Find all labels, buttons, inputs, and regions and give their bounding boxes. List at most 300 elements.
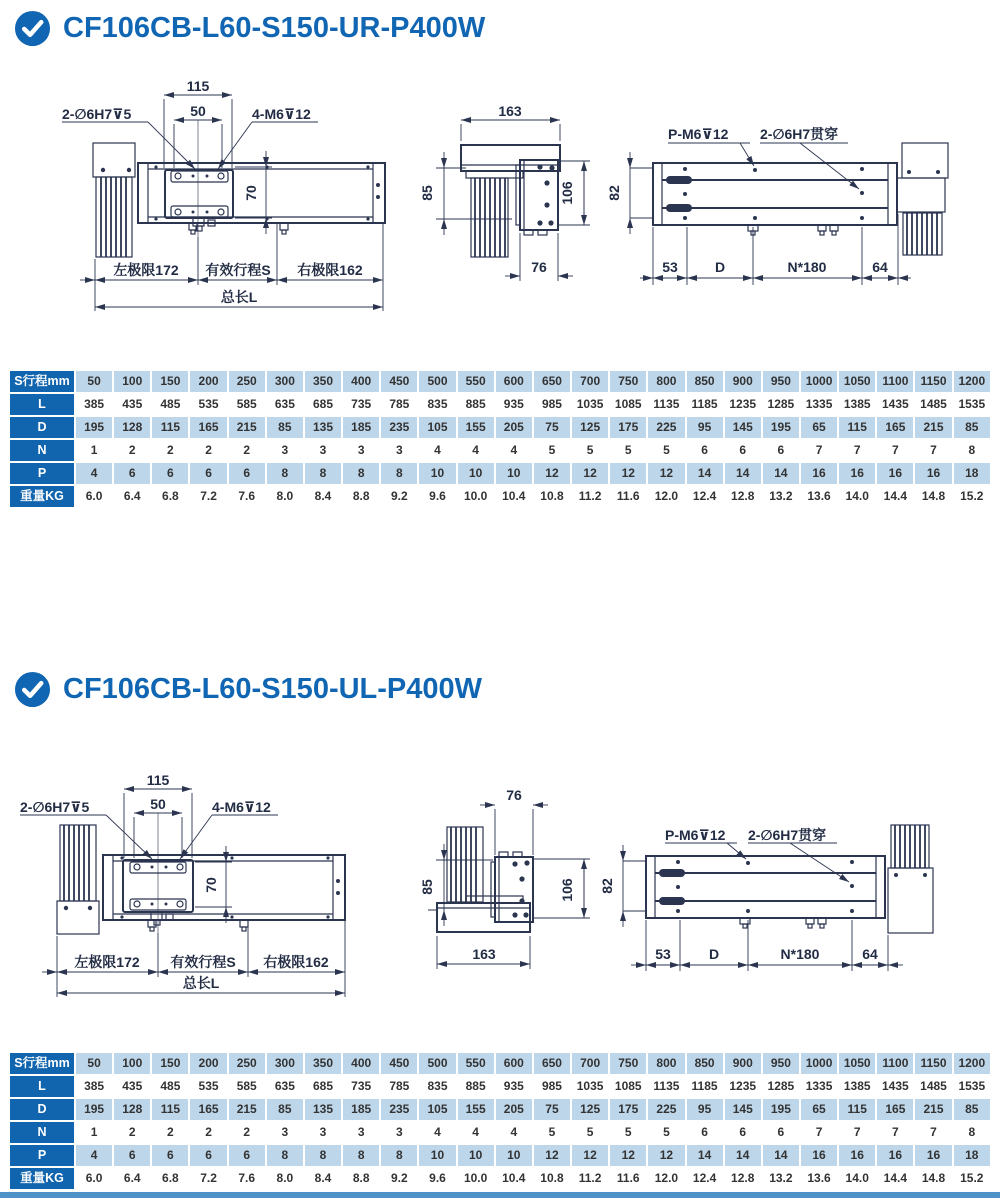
spec-cell: 4 bbox=[458, 440, 494, 461]
dim-163-label: 163 bbox=[498, 103, 522, 119]
spec-cell: 6 bbox=[152, 463, 188, 484]
spec-cell: 3 bbox=[343, 440, 379, 461]
spec-cell: 105 bbox=[419, 417, 455, 438]
spec-row-P bbox=[10, 1145, 990, 1166]
spec-row-label: L bbox=[10, 1076, 74, 1097]
spec-row-label: D bbox=[10, 1099, 74, 1120]
spec-cell: 7 bbox=[915, 440, 951, 461]
spec-cell: 900 bbox=[725, 1053, 761, 1074]
spec-cell: 1485 bbox=[915, 1076, 951, 1097]
section-ur-header bbox=[14, 10, 485, 47]
spec-cell: 435 bbox=[114, 394, 150, 415]
spec-cell: 215 bbox=[915, 1099, 951, 1120]
spec-cell: 2 bbox=[229, 1122, 265, 1143]
effective-stroke-label: 有效行程S bbox=[170, 954, 236, 970]
spec-cell: 12.4 bbox=[687, 1168, 723, 1189]
spec-cell: 8 bbox=[305, 1145, 341, 1166]
spec-cell: 125 bbox=[572, 417, 608, 438]
spec-cell: 185 bbox=[343, 1099, 379, 1120]
spec-table-ul bbox=[8, 1051, 992, 1191]
spec-cell: 11.2 bbox=[572, 486, 608, 507]
spec-row-S行程mm bbox=[10, 1053, 990, 1074]
spec-cell: 1150 bbox=[915, 1053, 951, 1074]
spec-table-ur bbox=[8, 369, 992, 509]
spec-cell: 6 bbox=[190, 1145, 226, 1166]
spec-cell: 6 bbox=[763, 440, 799, 461]
spec-cell: 11.6 bbox=[610, 486, 646, 507]
spec-cell: 785 bbox=[381, 1076, 417, 1097]
spec-cell: 14.0 bbox=[839, 1168, 875, 1189]
spec-cell: 10.4 bbox=[496, 1168, 532, 1189]
spec-cell: 600 bbox=[496, 1053, 532, 1074]
spec-cell: 12.0 bbox=[648, 486, 684, 507]
spec-cell: 700 bbox=[572, 1053, 608, 1074]
spec-cell: 8.8 bbox=[343, 486, 379, 507]
spec-cell: 115 bbox=[839, 417, 875, 438]
side-view bbox=[419, 787, 590, 969]
spec-cell: 95 bbox=[687, 1099, 723, 1120]
spec-cell: 75 bbox=[534, 417, 570, 438]
spec-cell: 10.8 bbox=[534, 486, 570, 507]
spec-cell: 16 bbox=[915, 1145, 951, 1166]
spec-cell: 6 bbox=[190, 463, 226, 484]
spec-cell: 5 bbox=[534, 1122, 570, 1143]
spec-cell: 3 bbox=[267, 440, 303, 461]
dim-53-label: 53 bbox=[662, 259, 678, 275]
spec-cell: 1085 bbox=[610, 1076, 646, 1097]
p-tapped-holes-label: P-M6⊽12 bbox=[665, 827, 726, 843]
spec-cell: 350 bbox=[305, 1053, 341, 1074]
spec-cell: 1100 bbox=[877, 1053, 913, 1074]
spec-row-N bbox=[10, 440, 990, 461]
spec-cell: 100 bbox=[114, 1053, 150, 1074]
spec-cell: 6 bbox=[229, 1145, 265, 1166]
spec-cell: 6 bbox=[725, 440, 761, 461]
spec-cell: 10.0 bbox=[458, 1168, 494, 1189]
spec-row-L bbox=[10, 394, 990, 415]
spec-cell: 195 bbox=[763, 417, 799, 438]
spec-cell: 115 bbox=[152, 1099, 188, 1120]
left-limit-label: 左极限172 bbox=[74, 954, 140, 970]
spec-cell: 125 bbox=[572, 1099, 608, 1120]
spec-cell: 2 bbox=[152, 440, 188, 461]
spec-cell: 2 bbox=[190, 440, 226, 461]
spec-cell: 215 bbox=[229, 1099, 265, 1120]
spec-cell: 485 bbox=[152, 1076, 188, 1097]
spec-cell: 1000 bbox=[801, 371, 837, 392]
spec-cell: 550 bbox=[458, 371, 494, 392]
through-holes-label: 2-∅6H7贯穿 bbox=[760, 126, 839, 142]
spec-cell: 13.2 bbox=[763, 486, 799, 507]
spec-cell: 200 bbox=[190, 371, 226, 392]
spec-cell: 9.2 bbox=[381, 486, 417, 507]
bottom-border-bar bbox=[0, 1192, 1000, 1198]
spec-row-P bbox=[10, 463, 990, 484]
spec-cell: 250 bbox=[229, 1053, 265, 1074]
spec-cell: 185 bbox=[343, 417, 379, 438]
spec-cell: 735 bbox=[343, 394, 379, 415]
spec-cell: 175 bbox=[610, 417, 646, 438]
spec-cell: 900 bbox=[725, 371, 761, 392]
spec-row-label: P bbox=[10, 463, 74, 484]
right-limit-label: 右极限162 bbox=[297, 262, 363, 278]
spec-table bbox=[8, 1051, 992, 1191]
spec-cell: 350 bbox=[305, 371, 341, 392]
spec-cell: 105 bbox=[419, 1099, 455, 1120]
spec-row-N bbox=[10, 1122, 990, 1143]
spec-cell: 10 bbox=[496, 463, 532, 484]
spec-cell: 85 bbox=[954, 417, 990, 438]
spec-cell: 10 bbox=[496, 1145, 532, 1166]
through-holes-label: 2-∅6H7贯穿 bbox=[748, 827, 827, 843]
spec-cell: 8 bbox=[381, 1145, 417, 1166]
spec-cell: 1535 bbox=[954, 1076, 990, 1097]
spec-cell: 950 bbox=[763, 1053, 799, 1074]
spec-cell: 1185 bbox=[687, 394, 723, 415]
spec-cell: 100 bbox=[114, 371, 150, 392]
dim-85-label: 85 bbox=[419, 185, 435, 201]
spec-cell: 8 bbox=[305, 463, 341, 484]
spec-cell: 16 bbox=[915, 463, 951, 484]
bottom-view bbox=[599, 825, 933, 971]
spec-row-label: S行程mm bbox=[10, 1053, 74, 1074]
front-view bbox=[20, 772, 345, 997]
spec-cell: 950 bbox=[763, 371, 799, 392]
spec-cell: 225 bbox=[648, 1099, 684, 1120]
spec-row-S行程mm bbox=[10, 371, 990, 392]
spec-cell: 4 bbox=[496, 440, 532, 461]
dim-76-label: 76 bbox=[531, 259, 547, 275]
spec-cell: 10.0 bbox=[458, 486, 494, 507]
spec-cell: 165 bbox=[190, 1099, 226, 1120]
spec-cell: 165 bbox=[190, 417, 226, 438]
spec-cell: 8 bbox=[267, 1145, 303, 1166]
spec-cell: 200 bbox=[190, 1053, 226, 1074]
dim-D-label: D bbox=[714, 259, 726, 275]
bottom-view bbox=[606, 126, 948, 285]
spec-cell: 13.6 bbox=[801, 486, 837, 507]
spec-cell: 50 bbox=[76, 1053, 112, 1074]
dim-53-label: 53 bbox=[655, 946, 671, 962]
spec-cell: 16 bbox=[801, 463, 837, 484]
spec-cell: 8.8 bbox=[343, 1168, 379, 1189]
spec-cell: 5 bbox=[648, 1122, 684, 1143]
check-icon bbox=[14, 671, 51, 708]
spec-cell: 12.0 bbox=[648, 1168, 684, 1189]
spec-cell: 1035 bbox=[572, 1076, 608, 1097]
spec-row-重量KG bbox=[10, 1168, 990, 1189]
spec-cell: 2 bbox=[114, 440, 150, 461]
spec-cell: 1200 bbox=[954, 371, 990, 392]
spec-cell: 150 bbox=[152, 1053, 188, 1074]
spec-cell: 85 bbox=[954, 1099, 990, 1120]
spec-cell: 13.2 bbox=[763, 1168, 799, 1189]
spec-cell: 585 bbox=[229, 394, 265, 415]
spec-cell: 3 bbox=[381, 440, 417, 461]
spec-cell: 6 bbox=[687, 1122, 723, 1143]
spec-cell: 14 bbox=[763, 1145, 799, 1166]
spec-cell: 6 bbox=[114, 1145, 150, 1166]
spec-cell: 6.4 bbox=[114, 486, 150, 507]
spec-cell: 8 bbox=[954, 440, 990, 461]
spec-cell: 8.4 bbox=[305, 486, 341, 507]
spec-cell: 10.8 bbox=[534, 1168, 570, 1189]
spec-row-label: S行程mm bbox=[10, 371, 74, 392]
spec-cell: 65 bbox=[801, 1099, 837, 1120]
spec-cell: 1335 bbox=[801, 394, 837, 415]
spec-cell: 1135 bbox=[648, 1076, 684, 1097]
spec-cell: 1485 bbox=[915, 394, 951, 415]
spec-cell: 1 bbox=[76, 1122, 112, 1143]
spec-cell: 3 bbox=[381, 1122, 417, 1143]
spec-cell: 2 bbox=[152, 1122, 188, 1143]
spec-row-label: N bbox=[10, 440, 74, 461]
spec-cell: 550 bbox=[458, 1053, 494, 1074]
spec-cell: 7.2 bbox=[190, 1168, 226, 1189]
spec-cell: 1 bbox=[76, 440, 112, 461]
spec-cell: 6 bbox=[152, 1145, 188, 1166]
spec-cell: 435 bbox=[114, 1076, 150, 1097]
spec-cell: 215 bbox=[229, 417, 265, 438]
spec-cell: 12 bbox=[610, 463, 646, 484]
spec-cell: 11.6 bbox=[610, 1168, 646, 1189]
spec-cell: 12 bbox=[572, 463, 608, 484]
spec-cell: 205 bbox=[496, 417, 532, 438]
spec-cell: 155 bbox=[458, 1099, 494, 1120]
spec-cell: 15.2 bbox=[954, 486, 990, 507]
spec-cell: 14.4 bbox=[877, 1168, 913, 1189]
spec-cell: 12 bbox=[534, 463, 570, 484]
p-tapped-holes-label: P-M6⊽12 bbox=[668, 126, 729, 142]
spec-cell: 16 bbox=[877, 463, 913, 484]
spec-cell: 700 bbox=[572, 371, 608, 392]
spec-cell: 205 bbox=[496, 1099, 532, 1120]
spec-cell: 10 bbox=[419, 463, 455, 484]
spec-cell: 4 bbox=[76, 463, 112, 484]
spec-cell: 10 bbox=[419, 1145, 455, 1166]
spec-cell: 1050 bbox=[839, 371, 875, 392]
dim-64-label: 64 bbox=[862, 946, 878, 962]
spec-cell: 1135 bbox=[648, 394, 684, 415]
spec-cell: 6 bbox=[725, 1122, 761, 1143]
spec-cell: 885 bbox=[458, 1076, 494, 1097]
spec-cell: 95 bbox=[687, 417, 723, 438]
spec-cell: 6.8 bbox=[152, 486, 188, 507]
product-title-ul: CF106CB-L60-S150-UL-P400W bbox=[63, 673, 483, 705]
spec-cell: 835 bbox=[419, 1076, 455, 1097]
spec-cell: 1335 bbox=[801, 1076, 837, 1097]
spec-cell: 800 bbox=[648, 371, 684, 392]
spec-cell: 1085 bbox=[610, 394, 646, 415]
spec-cell: 3 bbox=[343, 1122, 379, 1143]
spec-cell: 985 bbox=[534, 394, 570, 415]
spec-cell: 650 bbox=[534, 1053, 570, 1074]
section-ul-header bbox=[14, 671, 482, 708]
spec-row-label: D bbox=[10, 417, 74, 438]
spec-cell: 1235 bbox=[725, 394, 761, 415]
spec-cell: 935 bbox=[496, 394, 532, 415]
spec-cell: 4 bbox=[496, 1122, 532, 1143]
spec-cell: 6.0 bbox=[76, 1168, 112, 1189]
dim-85-label: 85 bbox=[419, 879, 435, 895]
spec-cell: 12.4 bbox=[687, 486, 723, 507]
spec-cell: 8.0 bbox=[267, 486, 303, 507]
spec-cell: 785 bbox=[381, 394, 417, 415]
spec-cell: 650 bbox=[534, 371, 570, 392]
spec-cell: 16 bbox=[877, 1145, 913, 1166]
spec-cell: 885 bbox=[458, 394, 494, 415]
spec-cell: 1035 bbox=[572, 394, 608, 415]
spec-cell: 14 bbox=[687, 463, 723, 484]
dim-106-label: 106 bbox=[559, 181, 575, 205]
spec-cell: 12.8 bbox=[725, 1168, 761, 1189]
spec-cell: 128 bbox=[114, 1099, 150, 1120]
spec-cell: 195 bbox=[76, 1099, 112, 1120]
spec-cell: 225 bbox=[648, 417, 684, 438]
spec-cell: 9.2 bbox=[381, 1168, 417, 1189]
spec-cell: 8 bbox=[343, 1145, 379, 1166]
dim-D-label: D bbox=[708, 946, 720, 962]
spec-cell: 735 bbox=[343, 1076, 379, 1097]
spec-cell: 7 bbox=[839, 440, 875, 461]
effective-stroke-label: 有效行程S bbox=[205, 262, 271, 278]
spec-cell: 5 bbox=[572, 440, 608, 461]
spec-cell: 65 bbox=[801, 417, 837, 438]
spec-cell: 8 bbox=[343, 463, 379, 484]
total-length-label: 总长L bbox=[182, 975, 220, 991]
spec-cell: 385 bbox=[76, 394, 112, 415]
spec-cell: 16 bbox=[839, 1145, 875, 1166]
spec-cell: 165 bbox=[877, 1099, 913, 1120]
spec-cell: 16 bbox=[839, 463, 875, 484]
spec-cell: 750 bbox=[610, 1053, 646, 1074]
spec-cell: 165 bbox=[877, 417, 913, 438]
spec-cell: 135 bbox=[305, 1099, 341, 1120]
check-icon bbox=[14, 10, 51, 47]
spec-cell: 6.0 bbox=[76, 486, 112, 507]
dim-115-label: 115 bbox=[146, 772, 170, 788]
spec-cell: 7 bbox=[839, 1122, 875, 1143]
spec-cell: 14 bbox=[725, 463, 761, 484]
spec-cell: 195 bbox=[763, 1099, 799, 1120]
dowel-holes-label: 2-∅6H7⊽5 bbox=[62, 106, 132, 122]
technical-drawing-ul bbox=[0, 755, 1000, 1005]
spec-cell: 6 bbox=[229, 463, 265, 484]
dim-50-label: 50 bbox=[150, 796, 166, 812]
spec-cell: 150 bbox=[152, 371, 188, 392]
spec-cell: 235 bbox=[381, 1099, 417, 1120]
spec-cell: 935 bbox=[496, 1076, 532, 1097]
spec-cell: 14.8 bbox=[915, 486, 951, 507]
dim-82-label: 82 bbox=[599, 878, 615, 894]
spec-cell: 145 bbox=[725, 417, 761, 438]
spec-cell: 450 bbox=[381, 1053, 417, 1074]
front-view bbox=[62, 78, 385, 311]
spec-cell: 250 bbox=[229, 371, 265, 392]
spec-cell: 14.8 bbox=[915, 1168, 951, 1189]
spec-cell: 535 bbox=[190, 1076, 226, 1097]
spec-cell: 835 bbox=[419, 394, 455, 415]
spec-row-label: 重量KG bbox=[10, 1168, 74, 1189]
spec-cell: 585 bbox=[229, 1076, 265, 1097]
spec-cell: 15.2 bbox=[954, 1168, 990, 1189]
spec-cell: 12 bbox=[610, 1145, 646, 1166]
spec-cell: 5 bbox=[572, 1122, 608, 1143]
spec-cell: 1285 bbox=[763, 1076, 799, 1097]
dowel-holes-label: 2-∅6H7⊽5 bbox=[20, 799, 90, 815]
spec-cell: 1385 bbox=[839, 1076, 875, 1097]
spec-cell: 10 bbox=[458, 1145, 494, 1166]
spec-cell: 14 bbox=[725, 1145, 761, 1166]
spec-cell: 685 bbox=[305, 394, 341, 415]
spec-cell: 6.8 bbox=[152, 1168, 188, 1189]
spec-cell: 12.8 bbox=[725, 486, 761, 507]
spec-cell: 145 bbox=[725, 1099, 761, 1120]
spec-row-D bbox=[10, 1099, 990, 1120]
spec-cell: 10 bbox=[458, 463, 494, 484]
spec-cell: 215 bbox=[915, 417, 951, 438]
spec-cell: 7.6 bbox=[229, 486, 265, 507]
dim-106-label: 106 bbox=[559, 878, 575, 902]
dim-50-label: 50 bbox=[190, 103, 206, 119]
spec-cell: 5 bbox=[610, 1122, 646, 1143]
spec-cell: 2 bbox=[114, 1122, 150, 1143]
dim-N180-label: N*180 bbox=[780, 946, 820, 962]
spec-cell: 4 bbox=[76, 1145, 112, 1166]
spec-cell: 850 bbox=[687, 1053, 723, 1074]
spec-cell: 16 bbox=[801, 1145, 837, 1166]
spec-cell: 128 bbox=[114, 417, 150, 438]
spec-cell: 4 bbox=[419, 440, 455, 461]
spec-cell: 8 bbox=[267, 463, 303, 484]
spec-cell: 600 bbox=[496, 371, 532, 392]
spec-row-label: 重量KG bbox=[10, 486, 74, 507]
dim-163-label: 163 bbox=[472, 946, 496, 962]
spec-cell: 115 bbox=[152, 417, 188, 438]
spec-row-label: P bbox=[10, 1145, 74, 1166]
spec-cell: 14.4 bbox=[877, 486, 913, 507]
spec-row-重量KG bbox=[10, 486, 990, 507]
spec-cell: 6 bbox=[763, 1122, 799, 1143]
spec-cell: 1535 bbox=[954, 394, 990, 415]
spec-cell: 400 bbox=[343, 1053, 379, 1074]
spec-cell: 450 bbox=[381, 371, 417, 392]
spec-cell: 985 bbox=[534, 1076, 570, 1097]
spec-cell: 535 bbox=[190, 394, 226, 415]
spec-cell: 11.2 bbox=[572, 1168, 608, 1189]
dim-115-label: 115 bbox=[186, 78, 210, 94]
dim-64-label: 64 bbox=[872, 259, 888, 275]
spec-cell: 800 bbox=[648, 1053, 684, 1074]
spec-cell: 5 bbox=[534, 440, 570, 461]
spec-cell: 1000 bbox=[801, 1053, 837, 1074]
spec-row-L bbox=[10, 1076, 990, 1097]
spec-cell: 9.6 bbox=[419, 486, 455, 507]
spec-cell: 685 bbox=[305, 1076, 341, 1097]
spec-cell: 115 bbox=[839, 1099, 875, 1120]
spec-cell: 1200 bbox=[954, 1053, 990, 1074]
spec-cell: 1050 bbox=[839, 1053, 875, 1074]
spec-cell: 9.6 bbox=[419, 1168, 455, 1189]
spec-cell: 385 bbox=[76, 1076, 112, 1097]
spec-cell: 485 bbox=[152, 394, 188, 415]
dim-70-label: 70 bbox=[203, 877, 219, 893]
spec-cell: 8 bbox=[954, 1122, 990, 1143]
spec-cell: 13.6 bbox=[801, 1168, 837, 1189]
spec-cell: 5 bbox=[610, 440, 646, 461]
spec-cell: 3 bbox=[267, 1122, 303, 1143]
spec-cell: 195 bbox=[76, 417, 112, 438]
